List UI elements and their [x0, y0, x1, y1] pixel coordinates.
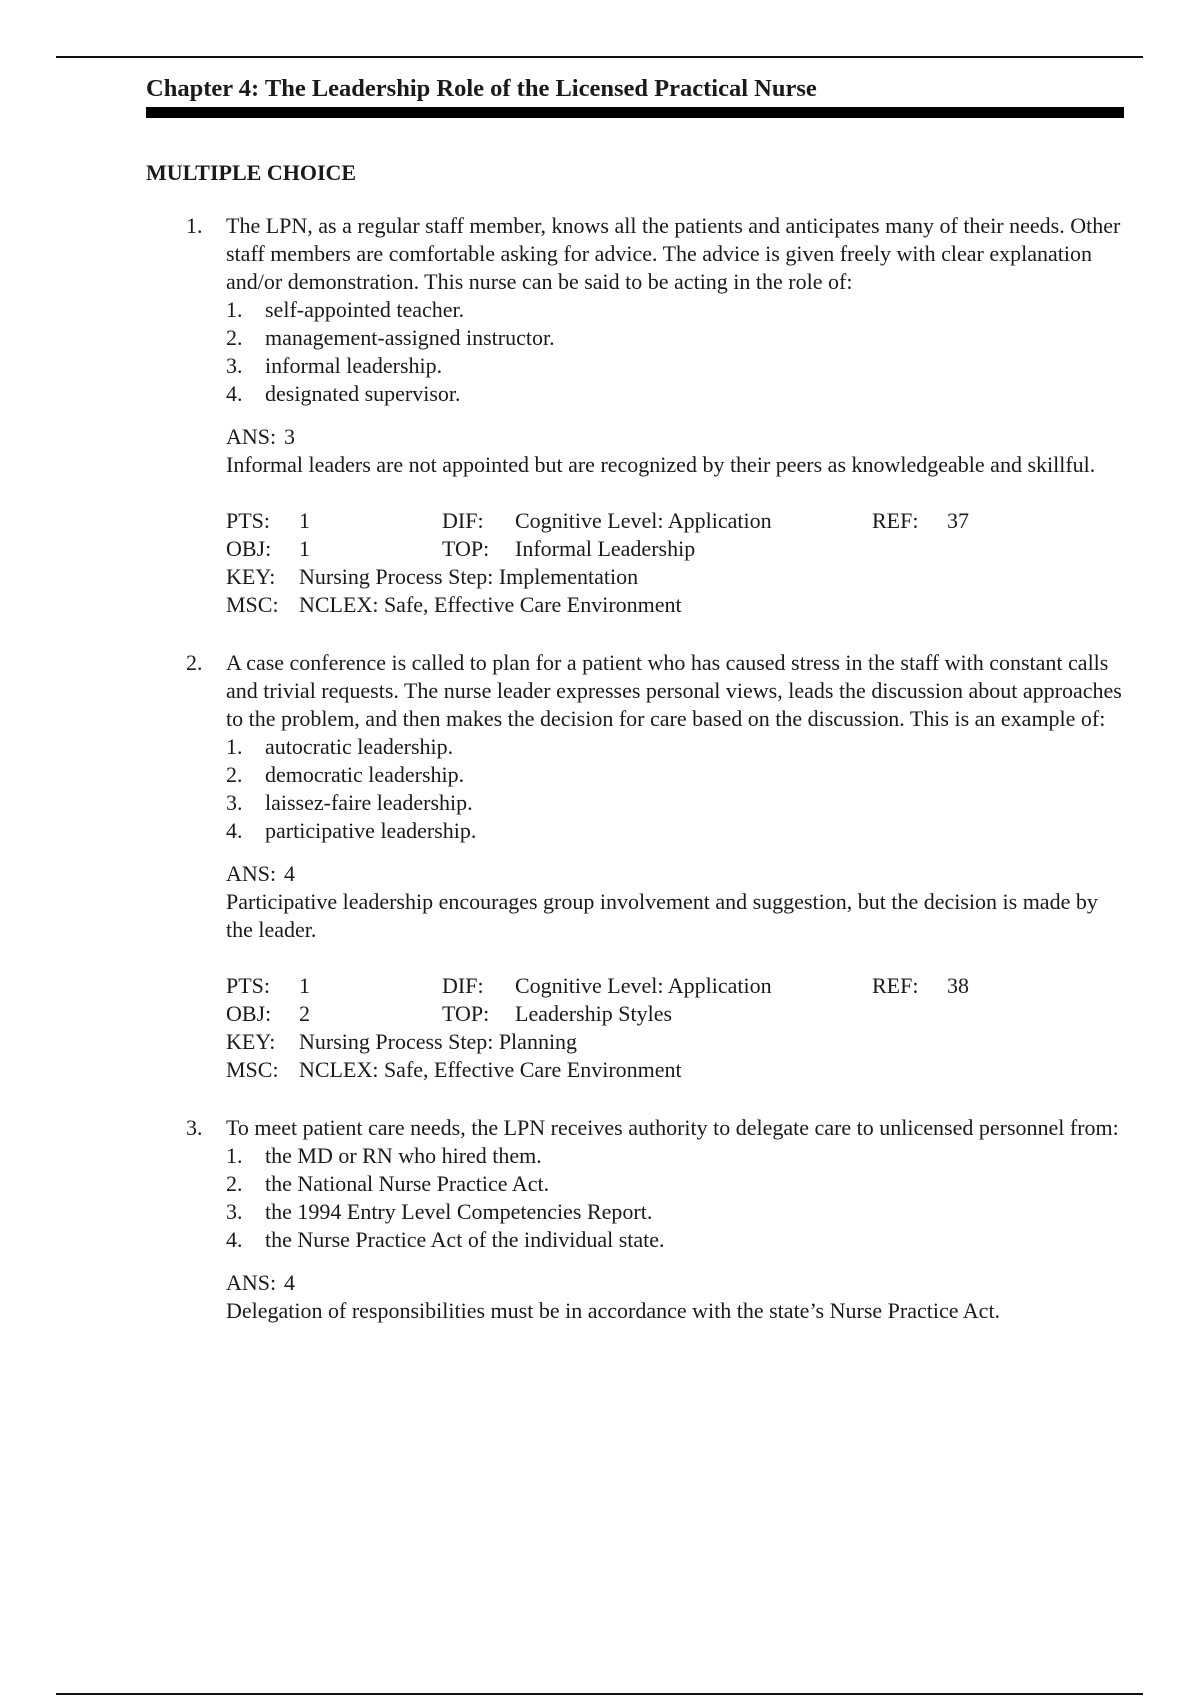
option-text: autocratic leadership.: [265, 733, 454, 759]
option-number: 2.: [226, 761, 243, 787]
rationale: Participative leadership encourages group involvement and suggestion, but the decision is made by the leader.: [226, 888, 1098, 942]
answer-value: 4: [284, 860, 295, 886]
option-number: 4.: [226, 817, 243, 843]
dif-value: Cognitive Level: Application: [515, 972, 772, 998]
option-number: 4.: [226, 1226, 243, 1252]
option: [226, 1198, 1124, 1226]
question-number: 1.: [186, 212, 203, 238]
option-text: democratic leadership.: [265, 761, 465, 787]
section-heading: MULTIPLE CHOICE: [146, 160, 357, 186]
title-underline-bar: [146, 107, 1124, 118]
metadata-block: [226, 972, 1124, 1084]
metadata-block: [226, 507, 1124, 619]
option-number: 4.: [226, 380, 243, 406]
option-text: self-appointed teacher.: [265, 296, 465, 322]
top-rule: [56, 56, 1143, 58]
option-number: 1.: [226, 733, 243, 759]
option-text: the 1994 Entry Level Competencies Report.: [265, 1198, 653, 1224]
top-label: TOP:: [442, 1000, 490, 1026]
document-page: [146, 70, 1124, 1325]
option-number: 3.: [226, 1198, 243, 1224]
option-text: the National Nurse Practice Act.: [265, 1170, 550, 1196]
top-value: Informal Leadership: [515, 535, 696, 561]
question-stem: A case conference is called to plan for a patient who has caused stress in the staff with constant calls and trivial requests. The nurse leader expresses personal views, leads the discussion about approaches to the problem, and then makes the decision for care based on the discussion. This is an example of:: [226, 649, 1122, 731]
obj-label: OBJ:: [226, 535, 272, 561]
top-value: Leadership Styles: [515, 1000, 673, 1026]
option-text: management-assigned instructor.: [265, 324, 555, 350]
obj-value: 2: [299, 1000, 310, 1026]
ref-label: REF:: [872, 972, 919, 998]
pts-value: 1: [299, 507, 310, 533]
rationale: Delegation of responsibilities must be in accordance with the state’s Nurse Practice Act.: [226, 1297, 1001, 1323]
pts-value: 1: [299, 972, 310, 998]
option: [226, 1142, 1124, 1170]
question-stem: The LPN, as a regular staff member, knows all the patients and anticipates many of their needs. Other staff members are comfortable asking for advice. The advice is given freely with clear explanation and/or demonstration. This nurse can be said to be acting in the role of:: [226, 212, 1121, 294]
option: [226, 1170, 1124, 1198]
ref-label: REF:: [872, 507, 919, 533]
option-text: participative leadership.: [265, 817, 477, 843]
answer-block: [226, 423, 1124, 479]
option: [226, 733, 1124, 761]
pts-label: PTS:: [226, 507, 271, 533]
option-text: the Nurse Practice Act of the individual state.: [265, 1226, 665, 1252]
option-text: the MD or RN who hired them.: [265, 1142, 542, 1168]
question-number: 2.: [186, 649, 203, 675]
option-number: 1.: [226, 296, 243, 322]
option: [226, 352, 1124, 380]
option-number: 3.: [226, 352, 243, 378]
key-label: KEY:: [226, 563, 276, 589]
msc-value: NCLEX: Safe, Effective Care Environment: [299, 591, 682, 617]
answer-value: 3: [284, 423, 295, 449]
option-number: 2.: [226, 1170, 243, 1196]
question-2: [186, 649, 1124, 1084]
option: [226, 324, 1124, 352]
answer-block: [226, 860, 1124, 944]
obj-label: OBJ:: [226, 1000, 272, 1026]
option-text: laissez-faire leadership.: [265, 789, 473, 815]
answer-value: 4: [284, 1269, 295, 1295]
dif-label: DIF:: [442, 972, 484, 998]
option-list: [226, 733, 1124, 845]
msc-label: MSC:: [226, 1056, 279, 1082]
answer-label: ANS:: [226, 1269, 277, 1295]
ref-value: 37: [947, 507, 969, 533]
question-stem: To meet patient care needs, the LPN receives authority to delegate care to unlicensed personnel from:: [226, 1114, 1119, 1140]
obj-value: 1: [299, 535, 310, 561]
dif-value: Cognitive Level: Application: [515, 507, 772, 533]
msc-label: MSC:: [226, 591, 279, 617]
key-value: Nursing Process Step: Implementation: [299, 563, 639, 589]
key-value: Nursing Process Step: Planning: [299, 1028, 578, 1054]
answer-label: ANS:: [226, 423, 277, 449]
answer-label: ANS:: [226, 860, 277, 886]
chapter-title: Chapter 4: The Leadership Role of the Licensed Practical Nurse: [146, 75, 817, 102]
option-list: [226, 296, 1124, 408]
option: [226, 761, 1124, 789]
ref-value: 38: [947, 972, 969, 998]
question-1: [186, 212, 1124, 619]
option-number: 3.: [226, 789, 243, 815]
top-label: TOP:: [442, 535, 490, 561]
option: [226, 380, 1124, 408]
option-list: [226, 1142, 1124, 1254]
msc-value: NCLEX: Safe, Effective Care Environment: [299, 1056, 682, 1082]
rationale: Informal leaders are not appointed but are recognized by their peers as knowledgeable and skillful.: [226, 451, 1096, 477]
option: [226, 817, 1124, 845]
option-text: informal leadership.: [265, 352, 443, 378]
question-3: [186, 1114, 1124, 1325]
option-number: 2.: [226, 324, 243, 350]
dif-label: DIF:: [442, 507, 484, 533]
pts-label: PTS:: [226, 972, 271, 998]
option: [226, 1226, 1124, 1254]
answer-block: [226, 1269, 1124, 1325]
question-number: 3.: [186, 1114, 203, 1140]
option-text: designated supervisor.: [265, 380, 461, 406]
option: [226, 296, 1124, 324]
option: [226, 789, 1124, 817]
option-number: 1.: [226, 1142, 243, 1168]
key-label: KEY:: [226, 1028, 276, 1054]
bottom-rule: [56, 1693, 1143, 1695]
